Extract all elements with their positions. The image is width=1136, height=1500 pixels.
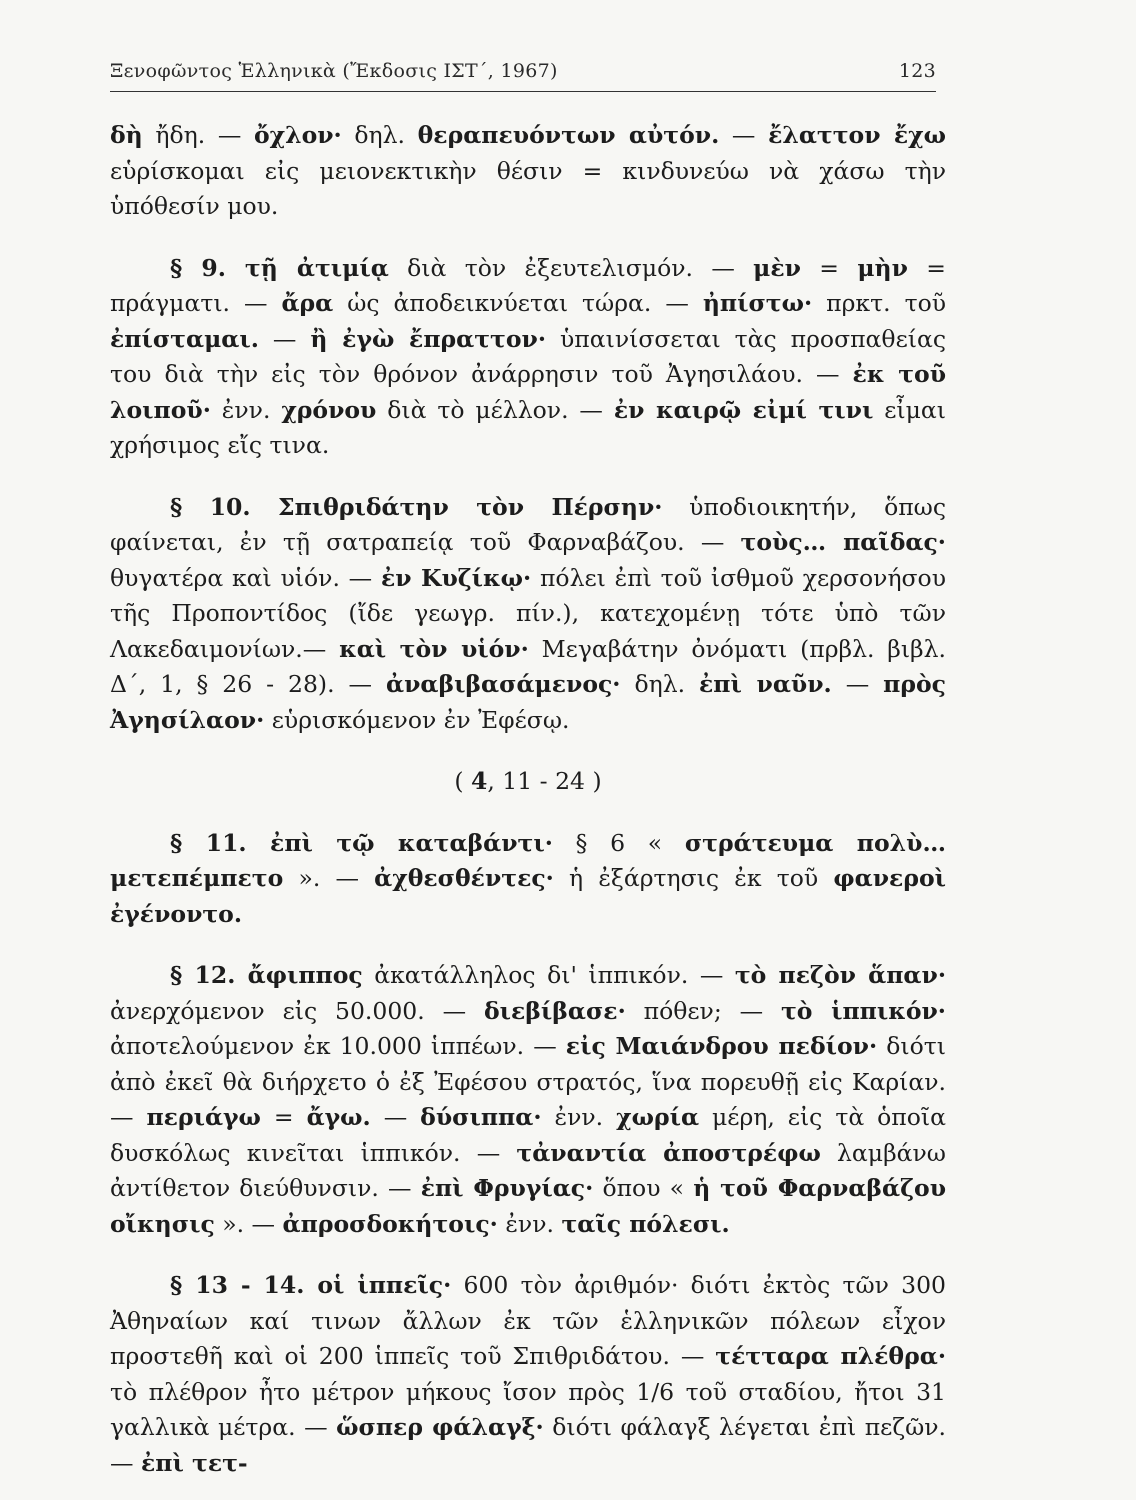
lemma: ταῖς πόλεσι. <box>561 1209 730 1238</box>
lemma: ἐπὶ Φρυγίας· <box>420 1174 594 1202</box>
lemma: ἀναβιβασάμενος· <box>385 670 621 698</box>
section-13-14 <box>110 1268 946 1481</box>
gloss: πόλει ἐπὶ τοῦ ἰσθμοῦ χερσονήσου τῆς Προποντίδος (ἴδε γεωγρ. πίν.), κατεχομένῃ τότε ὑπὸ τῶν Λακεδαιμονίων.— <box>110 563 946 663</box>
lemma: ἐν Κυζίκῳ· <box>380 563 532 592</box>
lemma: δὴ <box>110 121 143 149</box>
spacer <box>110 1242 946 1268</box>
gloss: πρκτ. τοῦ <box>812 289 946 317</box>
gloss: δηλ. <box>341 121 418 149</box>
header-rule <box>110 91 936 92</box>
paragraph-1 <box>110 118 946 225</box>
gloss: διότι ἀπὸ ἐκεῖ θὰ διήρχετο ὁ ἐξ Ἐφέσου στρατός, ἵνα πορευθῇ εἰς Καρίαν. — <box>110 1032 946 1131</box>
gloss: εἶμαι χρήσιμος εἴς τινα. <box>110 395 946 459</box>
lemma: ἢ ἐγὼ ἔπραττον· <box>310 324 547 353</box>
lemma: ἄγω. <box>306 1103 371 1131</box>
lemma: ἐπὶ τετ- <box>140 1448 248 1477</box>
lemma: εἰς Μαιάνδρου πεδίον· <box>565 1032 878 1060</box>
lemma: τῇ ἀτιμίᾳ <box>244 253 389 282</box>
gloss: 600 τὸν ἀριθμόν· διότι ἐκτὸς τῶν 300 Ἀθηναίων καί τινων ἄλλων ἐκ τῶν ἑλληνικῶν πόλεων εἶχον προστεθῆ καὶ οἱ 200 ἱππεῖς τοῦ Σπιθριδάτου. — <box>110 1271 946 1370</box>
gloss: ἐνν. <box>497 1209 562 1238</box>
lemma: ἄφιππος <box>247 961 363 989</box>
lemma: μὴν <box>857 253 908 282</box>
section-11 <box>110 826 946 933</box>
lemma: ἐπὶ τῷ καταβάντι· <box>270 828 553 857</box>
gloss: = <box>260 1103 307 1131</box>
gloss: ἀποτελούμενον ἐκ 10.000 ἱππέων. — <box>110 1032 566 1060</box>
lemma: τοὺς… παῖδας· <box>740 528 946 556</box>
spacer <box>110 738 946 764</box>
lemma: ἐπὶ ναῦν. <box>699 670 832 698</box>
lemma: τὸ πεζὸν ἅπαν· <box>734 961 946 989</box>
gloss: λαμβάνω ἀντίθετον διεύθυνσιν. — <box>110 1138 946 1202</box>
gloss: διὰ τὸν ἐξευτελισμόν. — <box>388 253 754 282</box>
gloss: ὑπαινίσσεται τὰς προσπαθείας του διὰ τὴν εἰς τὸν θρόνον ἀνάρρησιν τοῦ Ἀγησιλάου. — <box>110 324 946 388</box>
gloss: ἀνερχόμενον εἰς 50.000. — <box>110 996 484 1025</box>
gloss: ἡ ἐξάρτησις ἐκ τοῦ <box>553 864 834 892</box>
gloss: ἀκατάλληλος δι' ἱππικόν. — <box>362 961 735 989</box>
lemma: ὥσπερ φάλαγξ· <box>336 1413 544 1441</box>
gloss: τὸ πλέθρον ἦτο μέτρον μήκους ἴσον πρὸς 1/6 τοῦ σταδίου, ἤτοι 31 γαλλικὰ μέτρα. — <box>110 1377 946 1441</box>
section-number: § 13 - 14. <box>170 1271 318 1299</box>
section-number: § 10. <box>170 492 278 521</box>
gloss: εὑρισκόμενον ἐν Ἐφέσῳ. <box>264 705 570 734</box>
lemma: ἐκ τοῦ λοιποῦ· <box>110 360 946 424</box>
lemma: ἀπροσδοκήτοις· <box>282 1209 498 1238</box>
chapter-reference <box>110 764 946 800</box>
gloss: θυγατέρα καὶ υἱόν. — <box>110 563 381 592</box>
lemma: περιάγω <box>146 1103 261 1131</box>
gloss: πόθεν; — <box>625 996 781 1025</box>
lemma: ἐν καιρῷ εἰμί τινι <box>613 395 874 424</box>
gloss: εὑρίσκομαι εἰς μειονεκτικὴν θέσιν = κινδυνεύω νὰ χάσω τὴν ὑπόθεσίν μου. <box>110 156 946 220</box>
lemma: ἠπίστω· <box>702 289 813 317</box>
gloss: μέρη, εἰς τὰ ὁποῖα δυσκόλως κινεῖται ἱππικόν. — <box>110 1103 946 1167</box>
spacer <box>110 932 946 958</box>
lemma: τέτταρα πλέθρα· <box>715 1342 946 1370</box>
commentary-text <box>110 118 946 1481</box>
gloss: ἐνν. <box>541 1103 617 1131</box>
gloss: — <box>719 121 769 149</box>
lemma: χρόνου <box>281 395 377 424</box>
spacer <box>110 464 946 490</box>
section-12 <box>110 958 946 1242</box>
lemma: πρὸς Ἀγησίλαον· <box>110 670 946 734</box>
lemma: ἀχθεσθέντες· <box>374 864 554 892</box>
lemma: διεβίβασε· <box>483 996 626 1025</box>
gloss: ὅπου « <box>593 1174 694 1202</box>
lemma: ἡ τοῦ Φαρναβάζου οἴκησις <box>110 1174 946 1238</box>
lemma: οἱ ἱππεῖς· <box>317 1271 452 1299</box>
gloss: ἐνν. <box>210 395 282 424</box>
ref-open: ( <box>454 767 471 795</box>
gloss: διὰ τὸ μέλλον. — <box>376 395 614 424</box>
lemma: Σπιθριδάτην τὸν Πέρσην· <box>278 492 663 521</box>
lemma: ἔλαττον ἔχω <box>768 121 946 149</box>
section-number: § 11. <box>170 828 271 857</box>
lemma: τὸ ἱππικόν· <box>781 996 946 1025</box>
section-10 <box>110 490 946 739</box>
gloss: ἤδη. — <box>142 121 254 149</box>
lemma: χωρία <box>616 1103 700 1131</box>
gloss: ». — <box>214 1209 283 1238</box>
lemma: ἐπίσταμαι. <box>110 324 259 353</box>
lemma: φανεροὶ ἐγένοντο. <box>110 864 946 928</box>
lemma: ὄχλον· <box>253 121 342 149</box>
gloss: — <box>258 324 311 353</box>
gloss: δηλ. <box>620 670 700 698</box>
section-number: § 9. <box>170 253 245 282</box>
lemma: στράτευμα πολὺ… μετεπέμπετο <box>110 828 946 892</box>
spacer <box>110 800 946 826</box>
book-title: Ξενοφῶντος Ἑλληνικὰ (Ἔκδοσις ΙΣΤ΄, 1967) <box>110 60 558 82</box>
gloss: = <box>800 253 858 282</box>
gloss: § 6 « <box>552 828 685 857</box>
gloss: = πράγματι. — <box>110 253 946 317</box>
section-9 <box>110 251 946 464</box>
gloss: ὡς ἀποδεικνύεται τώρα. — <box>333 289 703 317</box>
gloss: ὑποδιοικητήν, ὅπως φαίνεται, ἐν τῇ σατραπείᾳ τοῦ Φαρναβάζου. — <box>110 492 946 556</box>
page-number: 123 <box>898 60 936 82</box>
running-head <box>110 60 936 82</box>
lemma: τἀναντία ἀποστρέφω <box>516 1138 821 1167</box>
lemma: θεραπευόντων αὐτόν. <box>417 121 720 149</box>
lemma: μὲν <box>753 253 801 282</box>
section-number: § 12. <box>170 961 248 989</box>
lemma: ἄρα <box>281 289 334 317</box>
gloss: — <box>831 670 884 698</box>
lemma: καὶ τὸν υἱόν· <box>339 634 529 663</box>
gloss: Μεγαβάτην ὀνόματι (πρβλ. βιβλ. Δ΄, 1, § 26 - 28). — <box>110 634 947 698</box>
spacer <box>110 225 946 251</box>
ref-chapter: 4 <box>471 767 488 795</box>
lemma: δύσιππα· <box>420 1103 542 1131</box>
gloss: ». — <box>283 864 375 892</box>
gloss: διότι φάλαγξ λέγεται ἐπὶ πεζῶν. — <box>110 1413 946 1477</box>
ref-range: , 11 - 24 ) <box>487 767 602 795</box>
gloss: — <box>370 1103 421 1131</box>
